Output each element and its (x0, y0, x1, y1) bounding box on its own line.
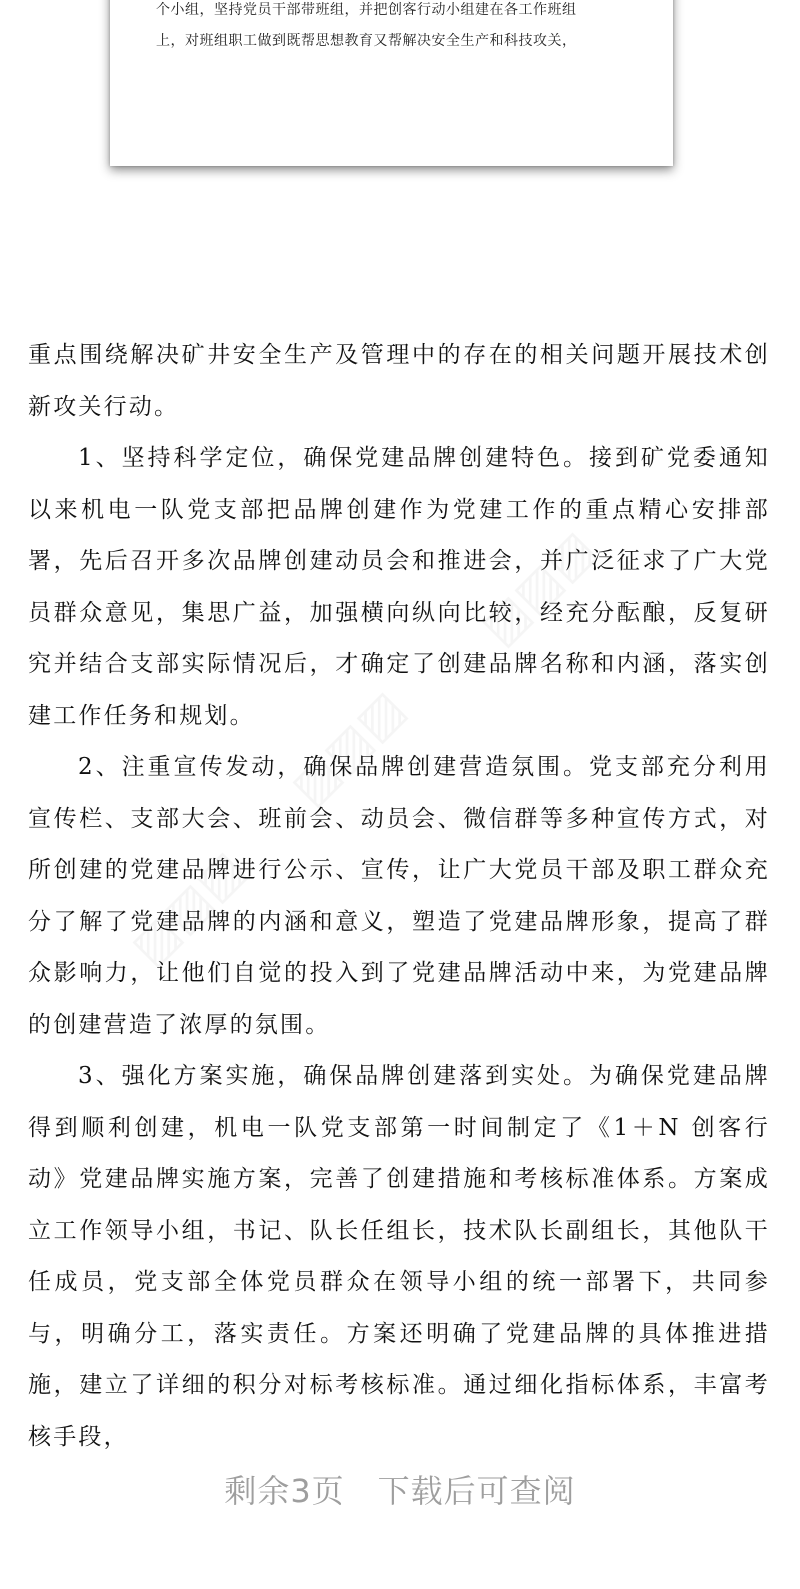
watermark-icon: ▨▨▨ (470, 520, 606, 656)
preview-text-line: 个小组，坚持党员干部带班组，并把创客行动小组建在各工作班组 (156, 2, 577, 18)
remaining-pages-notice[interactable]: 剩余3页 下载后可查阅 (224, 1472, 576, 1510)
paragraph: 1、坚持科学定位，确保党建品牌创建特色。接到矿党委通知以来机电一队党支部把品牌创建作为党建工作的重点精心安排部署，先后召开多次品牌创建动员会和推进会，并广泛征求了广大党员群众意见，集思广益，加强横向纵向比较，经充分酝酿，反复研究并结合支部实际情况后，才确定了创建品牌名称和内涵，落实创建工作任务和规划。 (28, 445, 770, 729)
paragraph: 3、强化方案实施，确保品牌创建落到实处。为确保党建品牌得到顺利创建，机电一队党支部第一时间制定了《1＋N 创客行动》党建品牌实施方案，完善了创建措施和考核标准体系。方案成立工作领导小组，书记、队长任组长，技术队长副组长，其他队干任成员，党支部全体党员群众在领导小组的统一部署下，共同参与，明确分工，落实责任。方案还明确了党建品牌的具体推进措施，建立了详细的积分对标考核标准。通过细化指标体系，丰富考核手段， (28, 1063, 770, 1450)
previous-page-preview (110, 0, 673, 166)
watermark-icon: ▨▨▨ (120, 840, 256, 976)
preview-text-line: 上，对班组职工做到既帮思想教育又帮解决安全生产和科技攻关， (156, 33, 577, 49)
paragraph: 2、注重宣传发动，确保品牌创建营造氛围。党支部充分利用宣传栏、支部大会、班前会、动员会、微信群等多种宣传方式，对所创建的党建品牌进行公示、宣传，让广大党员干部及职工群众充分了解了党建品牌的内涵和意义，塑造了党建品牌形象，提高了群众影响力，让他们自觉的投入到了党建品牌活动中来，为党建品牌的创建营造了浓厚的氛围。 (28, 754, 770, 1038)
document-body (0, 330, 800, 1463)
paragraph: 重点围绕解决矿井安全生产及管理中的存在的相关问题开展技术创新攻关行动。 (28, 342, 770, 420)
watermark-icon: ▨▨▨ (280, 680, 416, 816)
